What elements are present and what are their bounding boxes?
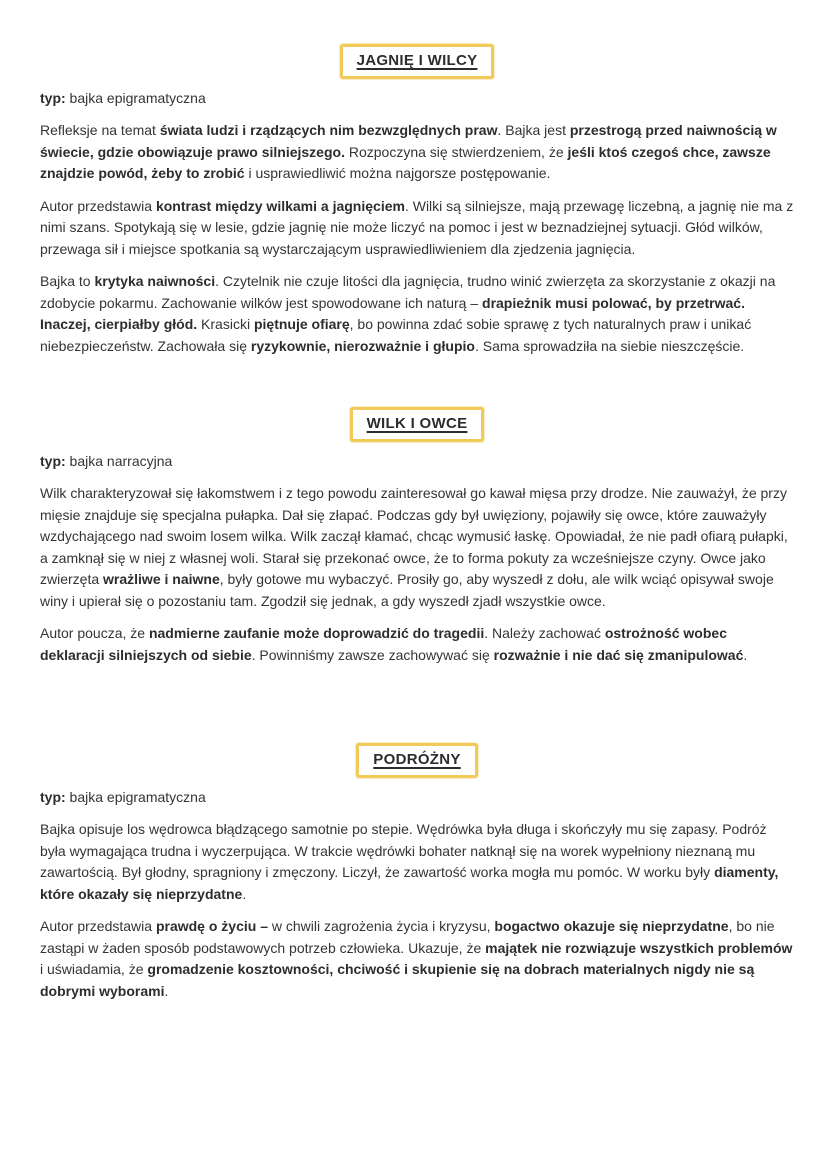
- bold-text-run: majątek nie rozwiązuje wszystkich problemów: [485, 939, 793, 956]
- bold-text-run: przestrogą przed naiwnością w świecie, gdzie obowiązuje prawo silniejszego.: [40, 122, 777, 160]
- type-line: [40, 88, 794, 109]
- text-run: w chwili zagrożenia życia i kryzysu,: [268, 918, 495, 934]
- type-line: [40, 787, 794, 808]
- bold-text-run: nadmierne zaufanie może doprowadzić do tragedii: [148, 625, 485, 641]
- section-jagnie-i-wilcy: [40, 44, 794, 357]
- section-title: PODRÓŻNY: [373, 751, 461, 768]
- text-run: i uświadamia, że: [40, 961, 148, 977]
- text-run: .: [164, 982, 169, 999]
- bold-text-run: rozważnie i nie dać się zmanipulować: [493, 646, 744, 663]
- type-value: bajka epigramatyczna: [65, 789, 206, 805]
- paragraph: [40, 623, 794, 666]
- bold-text-run: kontrast między wilkami a jagnięciem: [155, 197, 405, 214]
- text-run: Wilk charakteryzował się łakomstwem i z tego powodu zainteresował go kawał mięsa przy drodze. Nie zauważył, że przy mięsie znajduje się specjalna pułapka. Dał się złapać. Podczas gdy był uwięziony, pojawiły się owce, które zauważyły wzdychającego nad swoim losem wilka. Wilk zaczął kłamać, chcąc wymusić łaskę. Opowiadał, że nie padł ofiarą pułapki, a zamknął się w niej z własnej woli. Starał się przekonać owce, że to forma pokuty za wcześniejsze czyny. Owce jako zwierzęta: [40, 485, 788, 587]
- section-title-row: [40, 407, 794, 442]
- text-run: i usprawiedliwić można najgorsze postępowanie.: [244, 165, 551, 181]
- type-line: [40, 451, 794, 472]
- paragraph: [40, 271, 794, 357]
- section-title: JAGNIĘ I WILCY: [356, 52, 478, 69]
- bold-text-run: jeśli ktoś czegoś chce, zawsze znajdzie powód, żeby to zrobić: [40, 143, 771, 181]
- section-wilk-i-owce: [40, 407, 794, 666]
- bold-text-run: drapieżnik musi polować, by przetrwać. Inaczej, cierpiałby głód.: [40, 294, 745, 332]
- bold-text-run: gromadzenie kosztowności, chciwość i skupienie się na dobrach materialnych nigdy nie są dobrymi wyborami: [40, 961, 755, 999]
- section-title-row: [40, 743, 794, 778]
- paragraph: [40, 916, 794, 1002]
- text-run: , bo nie zastąpi w żaden sposób podstawowych potrzeb człowieka. Ukazuje, że: [40, 918, 775, 956]
- type-value: bajka epigramatyczna: [65, 90, 206, 106]
- text-run: Autor przedstawia: [40, 197, 156, 214]
- bold-text-run: diamenty, które okazały się nieprzydatne: [40, 864, 779, 902]
- text-run: .: [242, 885, 247, 902]
- bold-text-run: bogactwo okazuje się nieprzydatne: [494, 918, 729, 934]
- text-run: Rozpoczyna się stwierdzeniem, że: [344, 143, 568, 160]
- text-run: . Sama sprowadziła na siebie nieszczęście.: [474, 337, 745, 354]
- type-label: typ:: [40, 90, 66, 106]
- text-run: Krasicki: [197, 316, 254, 332]
- paragraphs-container: [40, 483, 794, 666]
- text-run: . Należy zachować: [484, 625, 605, 641]
- text-run: Autor poucza, że: [40, 625, 149, 641]
- type-label: typ:: [40, 453, 66, 469]
- bold-text-run: prawdę o życiu –: [155, 918, 268, 934]
- text-run: Bajka opisuje los wędrowca błądzącego samotnie po stepie. Wędrówka była długa i skończyły mu się zapasy. Podróż była wymagająca trudna i wyczerpująca. W trakcie wędrówki bohater natknął się na worek wypełniony nieznaną mu zawartością. Był głodny, spragniony i zmęczony. Liczył, że zawartość worka mogła mu pomóc. W worku były: [40, 821, 767, 880]
- text-run: . Czytelnik nie czuje litości dla jagnięcia, trudno winić zwierzęta za skorzystanie z okazji na zdobycie pokarmu. Zachowanie wilków jest spowodowane ich naturą –: [40, 273, 776, 311]
- section-title-box: [356, 743, 477, 778]
- bold-text-run: piętnuje ofiarę: [253, 316, 350, 332]
- paragraph: [40, 483, 794, 612]
- section-title: WILK I OWCE: [366, 415, 468, 432]
- type-value: bajka narracyjna: [65, 453, 173, 469]
- text-run: Autor przedstawia: [40, 918, 156, 934]
- text-run: , bo powinna zdać sobie sprawę z tych naturalnych praw i unikać niebezpieczeństw. Zachowała się: [40, 316, 752, 354]
- bold-text-run: świata ludzi i rządzących nim bezwzględnych praw: [159, 122, 498, 138]
- section-title-box: [350, 407, 485, 442]
- bold-text-run: ryzykownie, nierozważnie i głupio: [250, 337, 475, 354]
- paragraphs-container: [40, 819, 794, 1002]
- text-run: Bajka to: [40, 273, 95, 289]
- bold-text-run: krytyka naiwności: [94, 273, 216, 289]
- section-podrozny: [40, 743, 794, 1002]
- text-run: . Bajka jest: [497, 122, 570, 138]
- text-run: . Wilki są silniejsze, mają przewagę liczebną, a jagnię nie ma z nimi szans. Spotykają się w lesie, gdzie jagnię nie może liczyć na pomoc i jest w beznadziejnej sytuacji. Głód wilków, przewaga sił i miejsce spotkania są wystarczającym usprawiedliwieniem dla zjedzenia jagnięcia.: [40, 197, 794, 257]
- text-run: .: [743, 646, 748, 663]
- bold-text-run: ostrożność wobec deklaracji silniejszych od siebie: [40, 625, 727, 663]
- text-run: . Powinniśmy zawsze zachowywać się: [251, 646, 494, 663]
- section-title-row: [40, 44, 794, 79]
- paragraphs-container: [40, 120, 794, 357]
- text-run: Refleksje na temat: [40, 122, 160, 138]
- bold-text-run: wrażliwe i naiwne: [103, 571, 220, 587]
- paragraph: [40, 819, 794, 905]
- paragraph: [40, 196, 794, 261]
- text-run: , były gotowe mu wybaczyć. Prosiły go, aby wyszedł z dołu, ale wilk wciąć opisywał swoje winy i upierał się o pozostaniu tam. Zgodził się jednak, a gdy wyszedł zjadł wszystkie owce.: [40, 571, 774, 609]
- section-title-box: [340, 44, 495, 79]
- type-label: typ:: [40, 789, 66, 805]
- paragraph: [40, 120, 794, 185]
